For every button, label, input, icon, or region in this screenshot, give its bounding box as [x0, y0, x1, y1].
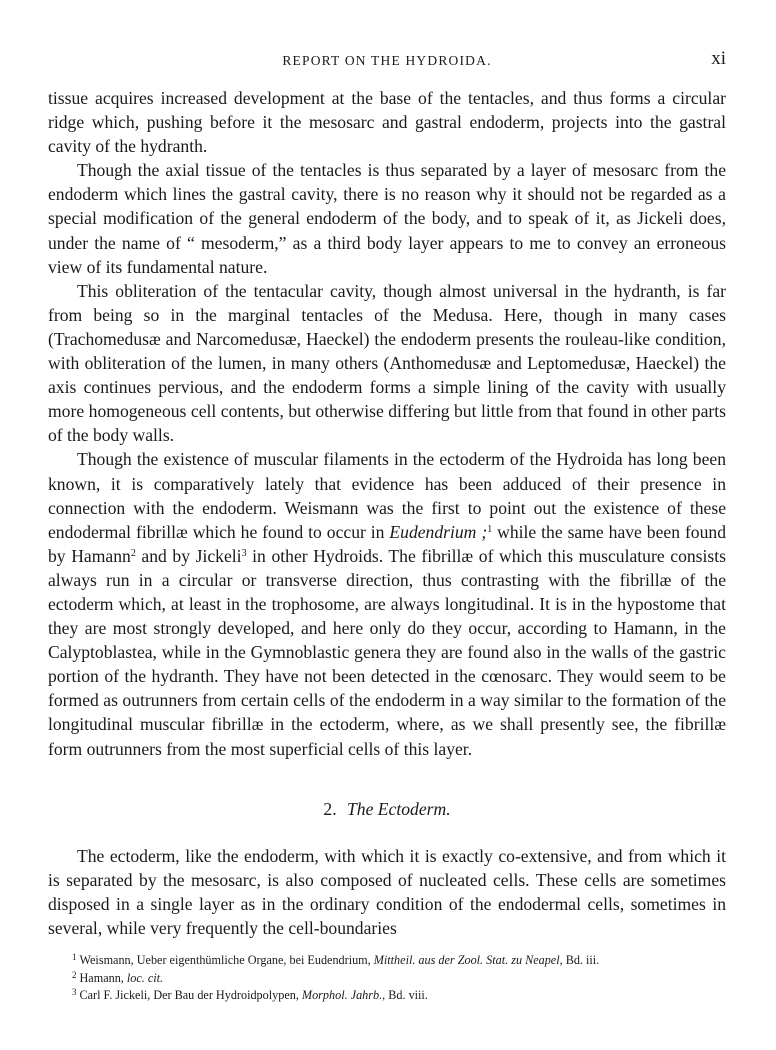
section-heading: [48, 799, 726, 820]
footnote-1-journal: Mittheil. aus der Zool. Stat. zu Neapel,: [373, 953, 563, 967]
paragraph-4: [48, 447, 726, 760]
footnote-2-mark: 2: [72, 969, 77, 980]
footnote-1-volume: Bd. iii.: [565, 953, 600, 967]
footnote-1-text: Weismann, Ueber eigenthümliche Organe, bei Eudendrium,: [79, 953, 371, 967]
footnotes: [72, 952, 722, 1005]
paragraph-5: The ectoderm, like the endoderm, with which it is exactly co-extensive, and from which it is separated by the mesosarc, is also composed of nucleated cells. These cells are sometimes disposed in a single layer as in the ordinary condition of the endodermal cells, sometimes in several, while very frequently the cell-boundaries: [48, 845, 726, 938]
footnote-ref-1: 1: [487, 523, 493, 535]
page-number: xi: [711, 48, 726, 69]
page-header: [48, 50, 726, 74]
footnote-ref-3: 3: [241, 547, 247, 559]
paragraph-2: Though the axial tissue of the tentacles is thus separated by a layer of mesosarc from the endoderm which lines the gastral cavity, there is no reason why it should not be regarded as a special modification of the general endoderm of the body, and to speak of it, as Jickeli does, under the name of “ mesoderm,” as a third body layer appears to me to convey an erroneous view of its fundamental nature.: [48, 160, 726, 277]
footnote-3-volume: Bd. viii.: [388, 988, 428, 1002]
section-number: 2.: [323, 798, 337, 819]
footnote-2-loc: loc. cit.: [126, 970, 164, 985]
footnote-3-text: Carl F. Jickeli, Der Bau der Hydroidpolypen,: [79, 988, 299, 1002]
footnote-1: [72, 952, 722, 970]
section-title: The Ectoderm.: [347, 798, 451, 819]
footnote-3-journal: Morphol. Jahrb.,: [301, 988, 386, 1002]
footnote-1-mark: 1: [72, 952, 77, 962]
taxon-eudendrium: Eudendrium ;: [389, 521, 488, 542]
paragraph-4-text-a: Though the existence of muscular filaments in the ectoderm of the Hydroida has long been known, it is comparatively lately that evidence has been adduced of their presence in connection with the endoderm. Weismann was the first to point out the existence of these endodermal fibrillæ which he found to occur in: [48, 449, 726, 542]
paragraph-3: This obliteration of the tentacular cavity, though almost universal in the hydranth, is far from being so in the marginal tentacles of the Medusa. Here, though in many cases (Trachomedusæ and Narcomedusæ, Haeckel) the endoderm presents the rouleau-like condition, with obliteration of the lumen, in many others (Anthomedusæ and Leptomedusæ, Haeckel) the axis continues pervious, and the endoderm forms a simple lining of the cavity with usually more homogeneous cell contents, but otherwise differing but little from that found in other parts of the body walls.: [48, 280, 726, 446]
paragraph-1: tissue acquires increased development at the base of the tentacles, and thus forms a circular ridge which, pushing before it the mesosarc and gastral endoderm, projects into the gastral cavity of the hydranth.: [48, 88, 726, 157]
footnote-2-text: Hamann,: [79, 970, 124, 985]
footnote-3-mark: 3: [72, 987, 77, 997]
footnote-ref-2: 2: [130, 547, 136, 559]
paragraph-4-text-d: in other Hydroids. The fibrillæ of which this musculature consists always run in a circular or transverse direction, thus contrasting with the fibrillæ of the ectoderm which, at least in the trophosome, are always longitudinal. It is in the hypostome that they are most strongly developed, and here only do they occur, according to Hamann, in the Calyptoblastea, while in the Gymnoblastic genera they are found also in the walls of the gastric portion of the hydranth. They have not been detected in the cœnosarc. They would seem to be formed as outrunners from certain cells of the endoderm in a way similar to the formation of the longitudinal muscular fibrillæ in the ectoderm, where, as we shall presently see, the fibrillæ form outrunners from the most superficial cells of this layer.: [48, 545, 726, 759]
footnote-3: [72, 987, 722, 1005]
main-text: [48, 86, 726, 940]
paragraph-4-text-b: while the same have been found by Hamann: [48, 521, 726, 566]
footnote-2: [72, 970, 722, 988]
running-title: REPORT ON THE HYDROIDA.: [282, 53, 492, 68]
paragraph-4-text-c: and by Jickeli: [135, 545, 242, 566]
